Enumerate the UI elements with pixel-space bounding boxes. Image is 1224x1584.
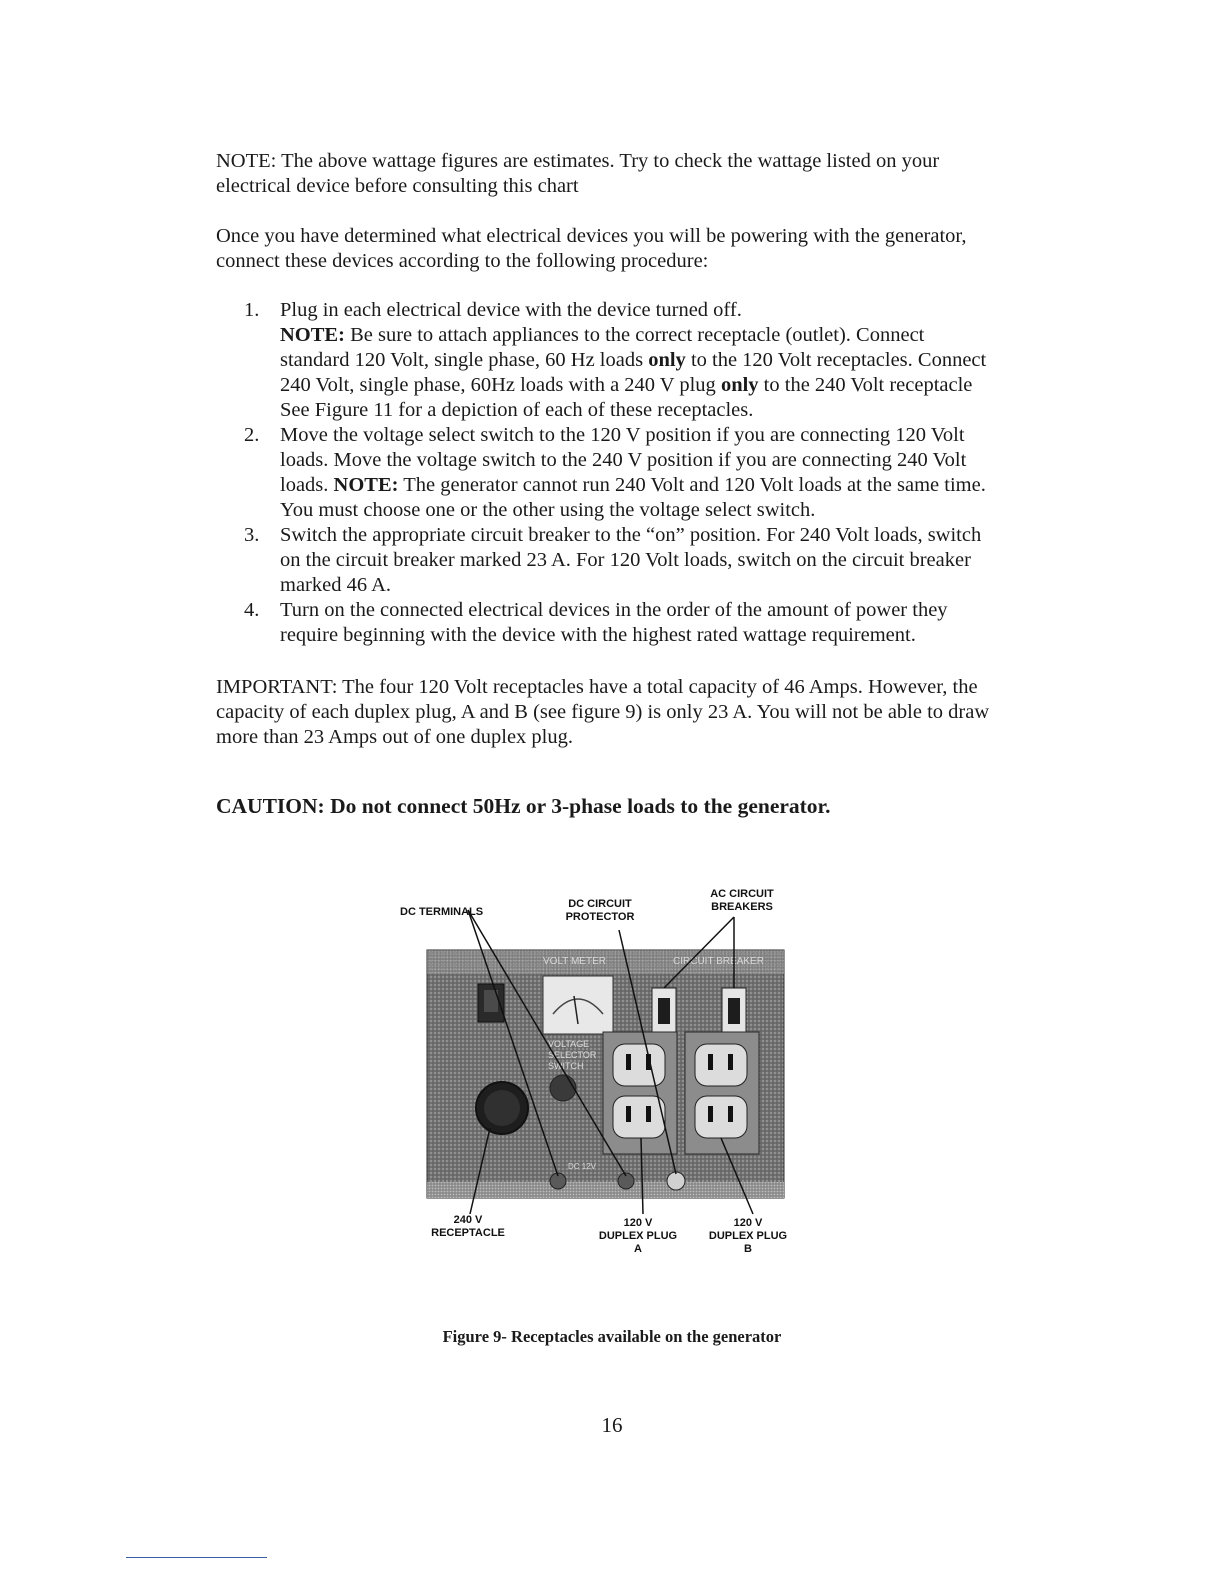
figure-caption: Figure 9- Receptacles available on the generator — [442, 1327, 782, 1346]
step-number: 4. — [244, 599, 260, 621]
voltage-selector-switch — [550, 1075, 576, 1101]
caution-warning: CAUTION: Do not connect 50Hz or 3-phase loads to the generator. — [216, 794, 831, 818]
label-ac-circuit-breakers — [702, 888, 782, 914]
ac-breaker-1-toggle — [658, 998, 670, 1024]
step-2-text-b: The generator cannot run 240 Volt and 120 Volt loads at the same time. You must choose one or the other using the voltage select switch. — [280, 474, 986, 521]
duplex-plug-b-slot — [728, 1054, 733, 1070]
label-dc-protector-line2: PROTECTOR — [565, 911, 635, 923]
duplex-plug-b-slot — [708, 1106, 713, 1122]
label-dc-terminals-text: DC TERMINALS — [400, 906, 484, 918]
label-240v-line1: 240 V — [453, 1214, 483, 1226]
step-3-text: Switch the appropriate circuit breaker to the “on” position. For 240 Volt loads, switch on the circuit breaker marked 23 A. For 120 Volt loads, switch on the circuit breaker marked 46 A. — [280, 524, 982, 596]
step-1 — [216, 298, 996, 423]
duplex-plug-a-slot — [626, 1106, 631, 1122]
step-4-text: Turn on the connected electrical devices in the order of the amount of power they require beginning with the device with the highest rated wattage requirement. — [280, 599, 948, 646]
voltage-selector-text-2: SELECTOR — [548, 1050, 597, 1060]
duplex-plug-a-outlet-top — [613, 1044, 665, 1086]
duplex-plug-a-outlet-bottom — [613, 1096, 665, 1138]
step-3 — [216, 523, 996, 598]
label-duplex-a-line1: 120 V — [623, 1217, 653, 1229]
step-number: 1. — [244, 299, 260, 321]
label-240v-line2: RECEPTACLE — [431, 1227, 505, 1239]
label-duplex-a-line3: A — [634, 1243, 642, 1255]
duplex-plug-b-slot — [708, 1054, 713, 1070]
step-1-text-b: to the 120 Volt receptacles. Connect 240 Volt, single phase, 60Hz loads with a 240 V plug — [280, 349, 987, 396]
procedure-steps — [216, 298, 996, 648]
duplex-plug-a-slot — [626, 1054, 631, 1070]
note-label: NOTE: — [333, 474, 399, 496]
label-duplex-b-line3: B — [744, 1243, 752, 1255]
duplex-plug-b-slot — [728, 1106, 733, 1122]
important-note: IMPORTANT: The four 120 Volt receptacles have a total capacity of 46 Amps. However, the capacity of each duplex plug, A and B (see figure 9) is only 23 A. You will not be able to draw more than 23 Amps out of one duplex plug. — [216, 676, 990, 748]
label-duplex-b-line2: DUPLEX PLUG — [708, 1230, 788, 1242]
dc-12v-text: DC 12V — [568, 1162, 597, 1171]
note-label: NOTE: — [280, 324, 345, 346]
procedure-intro: Once you have determined what electrical devices you will be powering with the generator, connect these devices according to the following procedure: — [216, 225, 967, 272]
step-1-text-a: Be sure to attach appliances to the correct receptacle (outlet). Connect standard 120 Volt, single phase, 60 Hz loads — [280, 324, 925, 371]
duplex-plug-a-slot — [646, 1106, 651, 1122]
step-number: 2. — [244, 424, 260, 446]
volt-meter-text: VOLT METER — [543, 956, 606, 967]
voltage-selector-text-3: SWITCH — [548, 1061, 584, 1071]
footnote-rule — [126, 1557, 267, 1558]
label-duplex-a-line2: DUPLEX PLUG — [598, 1230, 678, 1242]
emphasis-only: only — [648, 349, 686, 371]
label-dc-circuit-protector — [556, 898, 644, 924]
label-ac-breakers-line2: BREAKERS — [711, 901, 773, 913]
step-4 — [216, 598, 996, 648]
label-dc-terminals — [400, 906, 483, 919]
page-number: 16 — [601, 1413, 623, 1437]
emphasis-only: only — [720, 374, 759, 396]
label-duplex-plug-a — [586, 1217, 690, 1256]
voltage-selector-text-1: VOLTAGE — [548, 1039, 590, 1049]
duplex-plug-b-outlet-bottom — [695, 1096, 747, 1138]
label-ac-breakers-line1: AC CIRCUIT — [710, 888, 774, 900]
volt-meter — [543, 976, 613, 1034]
step-2-text-a: Move the voltage select switch to the 120 V position if you are connecting 120 Volt loads. Move the voltage switch to the 240 V position if you are connecting 240 Volt loads. — [280, 424, 967, 496]
label-240v-receptacle — [423, 1214, 513, 1240]
step-2 — [216, 423, 996, 523]
step-number: 3. — [244, 524, 260, 546]
ac-breaker-2-toggle — [728, 998, 740, 1024]
figure-9 — [398, 884, 800, 1274]
wattage-note: NOTE: The above wattage figures are estimates. Try to check the wattage listed on your electrical device before consulting this chart — [216, 150, 940, 197]
step-1-line: Plug in each electrical device with the device turned off. — [280, 299, 742, 321]
step-1-text-c: to the 240 Volt receptacle See Figure 11 for a depiction of each of these receptacles. — [280, 374, 973, 421]
duplex-plug-b-outlet-top — [695, 1044, 747, 1086]
label-duplex-plug-b — [696, 1217, 800, 1256]
label-duplex-b-line1: 120 V — [733, 1217, 763, 1229]
receptacle-240v-face — [484, 1090, 520, 1126]
circuit-breaker-text: CIRCUIT BREAKER — [673, 956, 764, 967]
panel-bottom-rim — [427, 1182, 784, 1198]
dc-circuit-protector — [667, 1172, 685, 1190]
label-dc-protector-line1: DC CIRCUIT — [568, 898, 632, 910]
